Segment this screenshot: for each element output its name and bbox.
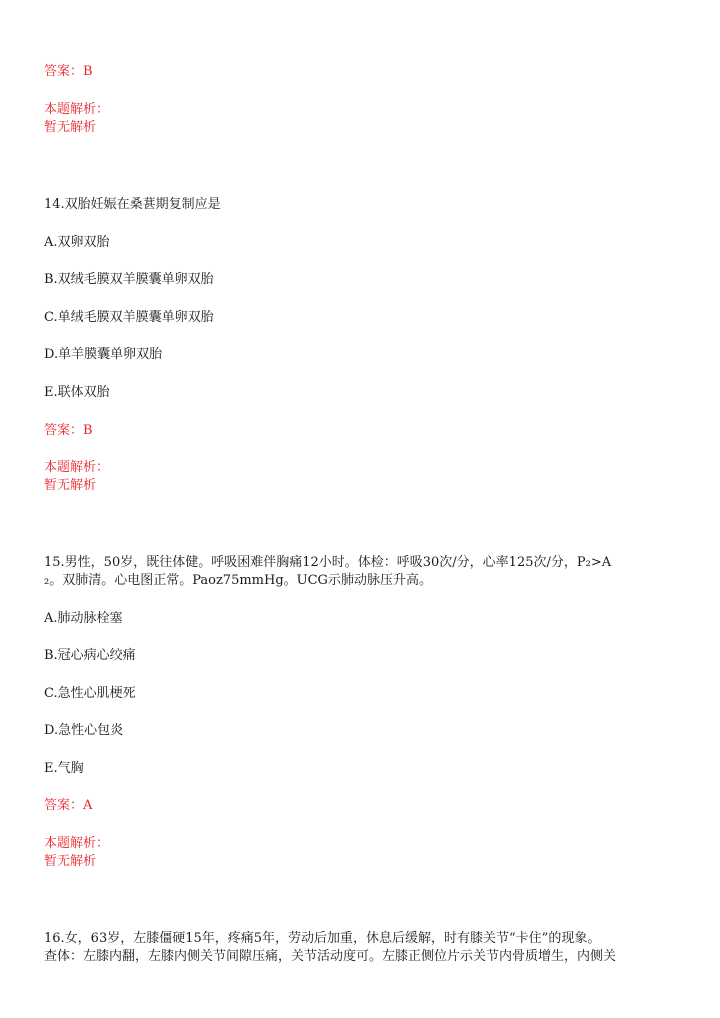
- q15-stem-line2: ₂。双肺清。心电图正常。Paoz75mmHg。UCG示肺动脉压升高。: [44, 573, 432, 588]
- q14-option-d: D.单羊膜囊单卵双胎: [44, 347, 163, 362]
- q15-analysis-text: 暂无解析: [44, 854, 97, 869]
- q14-answer: 答案：B: [44, 423, 93, 438]
- q15-option-a: A.肺动脉栓塞: [44, 611, 123, 626]
- q16-stem-line2: 查体：左膝内翻，左膝内侧关节间隙压痛，关节活动度可。左膝正侧位片示关节内骨质增生，内侧关: [44, 949, 617, 964]
- q15-option-d: D.急性心包炎: [44, 723, 124, 738]
- q14-option-e: E.联体双胎: [44, 385, 110, 400]
- q15-answer: 答案：A: [44, 798, 93, 813]
- q14-option-a: A.双卵双胎: [44, 235, 110, 250]
- prev-analysis-label: 本题解析：: [44, 102, 110, 117]
- q15-option-e: E.气胸: [44, 761, 84, 776]
- prev-answer: 答案：B: [44, 64, 93, 79]
- q15-analysis-label: 本题解析：: [44, 836, 110, 851]
- q14-analysis-label: 本题解析：: [44, 460, 110, 475]
- q14-option-b: B.双绒毛膜双羊膜囊单卵双胎: [44, 272, 214, 287]
- q15-stem-line1: 15.男性，50岁，既往体健。呼吸困难伴胸痛12小时。体检：呼吸30次/分，心率125次/分，P₂>A: [44, 555, 612, 570]
- q14-analysis-text: 暂无解析: [44, 478, 97, 493]
- q16-stem-line1: 16.女，63岁，左膝僵硬15年，疼痛5年，劳动后加重，休息后缓解，时有膝关节“卡住”的现象。: [44, 931, 601, 946]
- q15-option-c: C.急性心肌梗死: [44, 686, 136, 701]
- q15-option-b: B.冠心病心绞痛: [44, 648, 136, 663]
- q14-stem: 14.双胎妊娠在桑葚期复制应是: [44, 197, 221, 212]
- q14-option-c: C.单绒毛膜双羊膜囊单卵双胎: [44, 310, 214, 325]
- prev-analysis-text: 暂无解析: [44, 120, 97, 135]
